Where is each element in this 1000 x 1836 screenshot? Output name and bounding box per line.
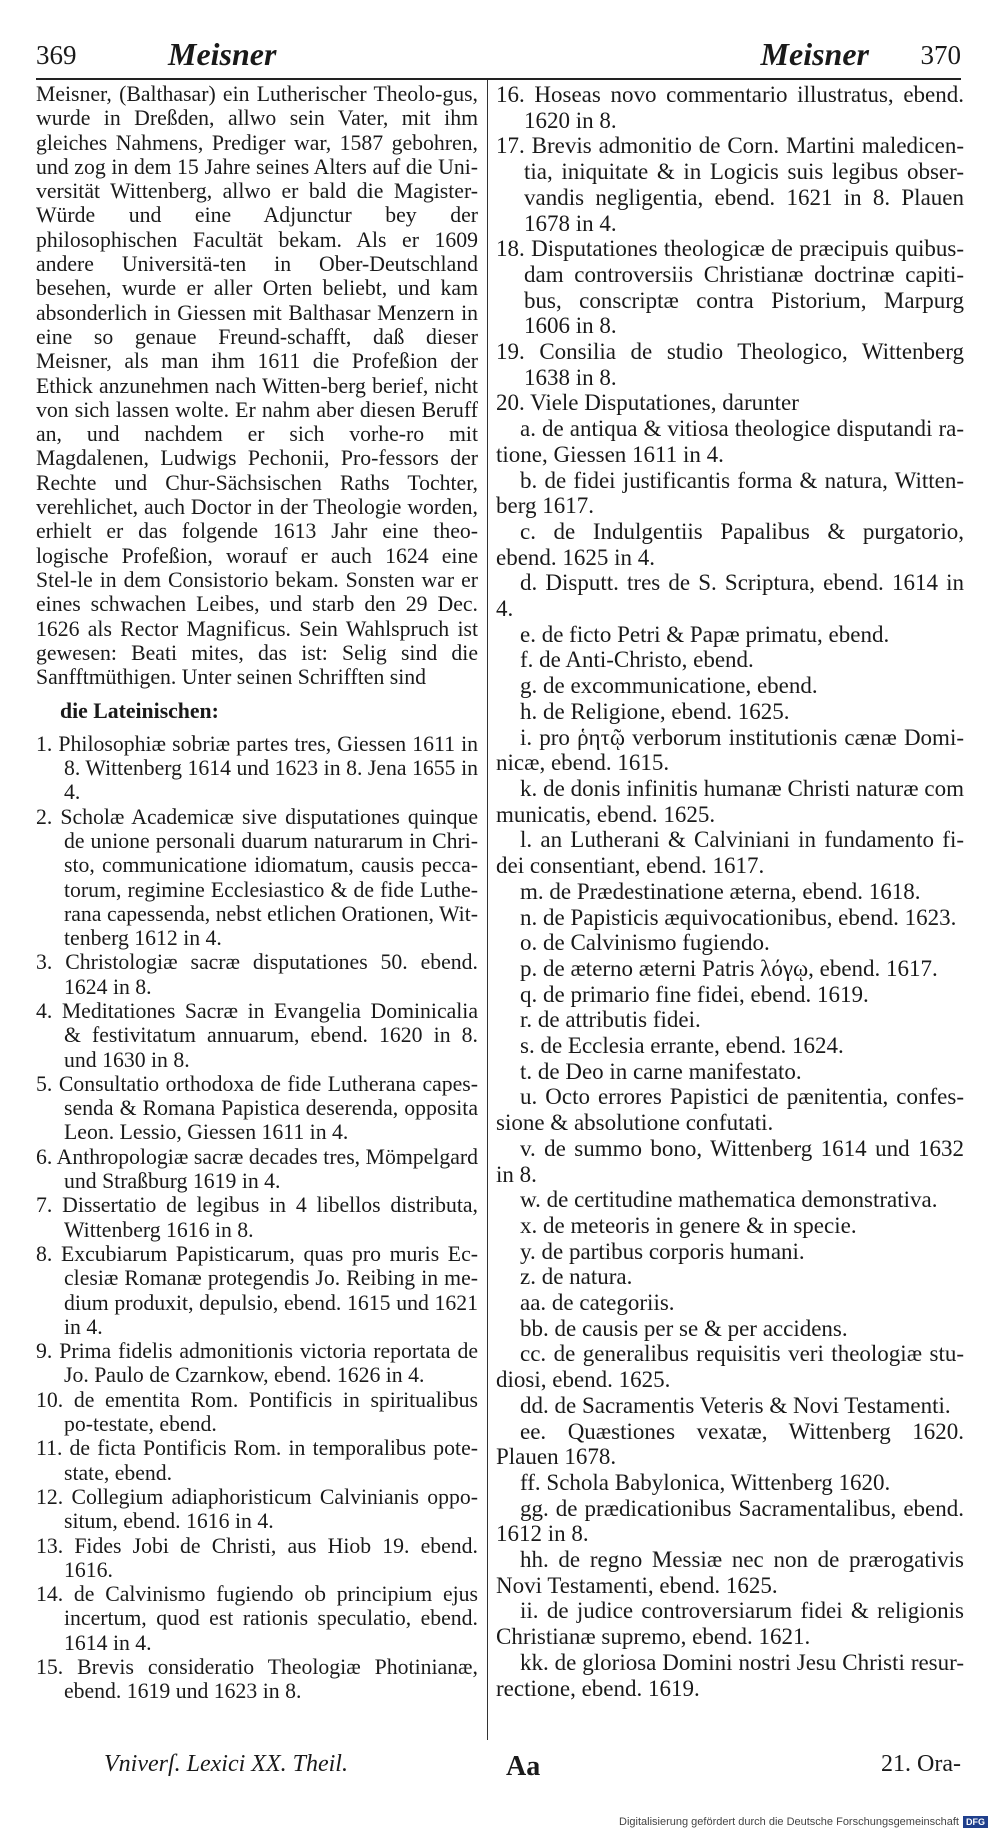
left-column (36, 82, 478, 1704)
disputation-entry: p. de æterno æterni Patris λόγῳ, ebend. 1617. (520, 955, 938, 981)
work-entry: 18. Disputationes theologicæ de præcipuis quibus-dam controversiis Christianæ doctrinæ capiti-bus, conscriptæ contra Pistorium, Marpurg 1606 in 8. (496, 236, 964, 339)
disputation-entry: d. Disputt. tres de S. Scriptura, ebend. 1614 in 4. (496, 570, 964, 622)
disputation-entry: hh. de regno Messiæ nec non de prærogativis Novi Testamenti, ebend. 1625. (496, 1547, 964, 1598)
work-entry: 20. Viele Disputationes, darunter (496, 390, 799, 416)
catchword: 21. Ora- (881, 1751, 961, 1777)
disputation-entry: v. de summo bono, Wittenberg 1614 und 1632 in 8. (496, 1135, 964, 1187)
disputation-entry: u. Octo errores Papistici de pænitentia, confes-sione & absolutione confutati. (496, 1084, 964, 1136)
disputation-entry: dd. de Sacramentis Veteris & Novi Testamenti. (520, 1392, 951, 1418)
disputation-entry: l. an Lutherani & Calviniani in fundamento fi-dei consentiant, ebend. 1617. (496, 827, 964, 879)
disputation-entry: e. de ficto Petri & Papæ primatu, ebend. (520, 621, 890, 647)
header-rule (36, 78, 961, 80)
work-entry: 5. Consultatio orthodoxa de fide Lutherana capes-senda & Romana Papistica deserenda, opposita Leon. Lessio, Giessen 1611 in 4. (36, 1071, 478, 1145)
work-entry: 3. Christologiæ sacræ disputationes 50. ebend. 1624 in 8. (36, 950, 478, 999)
work-entry: 7. Dissertatio de legibus in 4 libellos distributa, Wittenberg 1616 in 8. (36, 1193, 478, 1242)
disputation-entry: r. de attributis fidei. (520, 1007, 701, 1033)
disputation-entry: x. de meteoris in genere & in specie. (520, 1212, 857, 1238)
disputation-entry: w. de certitudine mathematica demonstrativa. (520, 1187, 938, 1213)
credit-text: Digitalisierung gefördert durch die Deutsche Forschungsgemeinschaft (619, 1816, 959, 1828)
right-page-number: 370 (920, 40, 961, 70)
disputation-entry: gg. de prædicationibus Sacramentalibus, ebend. 1612 in 8. (496, 1495, 964, 1547)
right-column (496, 82, 964, 1701)
column-divider (487, 80, 488, 1740)
disputation-entry: ee. Quæstiones vexatæ, Wittenberg 1620. Plauen 1678. (496, 1418, 964, 1470)
disputation-entry: k. de donis infinitis humanæ Christi naturæ com municatis, ebend. 1625. (496, 775, 964, 827)
right-running-head: Meisner (760, 36, 869, 72)
work-entry: 17. Brevis admonitio de Corn. Martini maledicen-tia, iniquitate & in Logicis suis legibus obser-vandis negligentia, ebend. 1621 in 8. Plauen 1678 in 4. (496, 133, 964, 236)
work-entry: 2. Scholæ Academicæ sive disputationes quinque de unione personali duarum naturarum in Chri-sto, communicatione idiomatum, causis pecca-torum, regimine Ecclesiastico & de fide Luthe-rana capessenda, nebst etlichen Orationen, Wit-tenberg 1612 in 4. (36, 804, 478, 951)
work-entry: 11. de ficta Pontificis Rom. in temporalibus pote-state, ebend. (36, 1436, 478, 1485)
disputation-entry: i. pro ῥητῷ verborum institutionis cænæ Domi-nicæ, ebend. 1615. (496, 724, 964, 776)
signature-line: Vniverſ. Lexici XX. Theil. (104, 1751, 348, 1777)
left-running-head: Meisner (168, 36, 277, 72)
disputation-entry: m. de Prædestinatione æterna, ebend. 1618. (520, 878, 921, 904)
disputation-entry: kk. de gloriosa Domini nostri Jesu Christi resur-rectione, ebend. 1619. (496, 1649, 964, 1701)
disputation-entry: y. de partibus corporis humani. (520, 1238, 805, 1264)
work-entry: 4. Meditationes Sacræ in Evangelia Dominicalia & festivitatum annuarum, ebend. 1620 in 8. und 1630 in 8. (36, 998, 478, 1072)
work-entry: 10. de ementita Rom. Pontificis in spiritualibus po-testate, ebend. (36, 1387, 478, 1437)
disputation-entry: z. de natura. (520, 1264, 633, 1290)
disputation-entry: h. de Religione, ebend. 1625. (520, 698, 790, 724)
disputation-entry: t. de Deo in carne manifestato. (520, 1058, 802, 1084)
left-page-number: 369 (36, 40, 77, 70)
disputation-entry: bb. de causis per se & per accidens. (520, 1315, 848, 1341)
digitization-credit (619, 1816, 988, 1828)
disputation-entry: c. de Indulgentiis Papalibus & purgatorio, ebend. 1625 in 4. (496, 518, 964, 570)
work-entry: 13. Fides Jobi de Christi, aus Hiob 19. ebend. 1616. (36, 1533, 478, 1582)
disputation-entry: ii. de judice controversiarum fidei & religionis Christianæ supremo, ebend. 1621. (496, 1598, 964, 1650)
work-entry: 19. Consilia de studio Theologico, Wittenberg 1638 in 8. (496, 339, 964, 390)
work-entry: 9. Prima fidelis admonitionis victoria reportata de Jo. Paulo de Czarnkow, ebend. 1626 in 4. (36, 1339, 478, 1388)
work-entry: 8. Excubiarum Papisticarum, quas pro muris Ec-clesiæ Romanæ protegendis Jo. Reibing in me-dium produxit, depulsio, ebend. 1615 und 1621 in 4. (36, 1241, 478, 1339)
disputation-entry: q. de primario fine fidei, ebend. 1619. (520, 981, 869, 1007)
disputation-entry: n. de Papisticis æquivocationibus, ebend. 1623. (520, 904, 957, 930)
page-header (36, 36, 961, 76)
disputation-entry: ff. Schola Babylonica, Wittenberg 1620. (520, 1469, 891, 1495)
disputation-entry: g. de excommunicatione, ebend. (520, 673, 818, 699)
disputation-entry: o. de Calvinismo fugiendo. (520, 930, 770, 956)
disputation-entry: a. de antiqua & vitiosa theologice disputandi ra-tione, Giessen 1611 in 4. (496, 416, 964, 467)
disputation-entry: cc. de generalibus requisitis veri theologiæ stu-diosi, ebend. 1625. (496, 1341, 964, 1393)
work-entry: 15. Brevis consideratio Theologiæ Photinianæ, ebend. 1619 und 1623 in 8. (36, 1655, 478, 1704)
disputation-entry: f. de Anti-Christo, ebend. (520, 647, 754, 673)
biography-paragraph: Meisner, (Balthasar) ein Lutherischer Theolo-gus, wurde in Dreßden, allwo sein Vater, mit ihm gleiches Nahmens, Prediger war, 1587 gebohren, und zog in dem 15 Jahre seines Alters auf die Uni-versität Wittenberg, allwo er bald die Magister-Würde und eine Adjunctur bey der philosophischen Facultät bekam. Als er 1609 andere Universitä-ten in Ober-Deutschland besehen, wurde er aller Orten beliebt, und kam absonderlich in Giessen mit Balthasar Menzern in eine so genaue Freund-schafft, daß dieser Meisner, als man ihm 1611 die Profeßion der Ethick anzunehmen nach Witten-berg berief, nicht von sich lassen wolte. Er nahm aber diesen Beruff an, und nachdem er sich vorhe-ro mit Magdalenen, Ludwigs Pechonii, Pro-fessors der Rechte und Chur-Sächsischen Raths Tochter, verehlichet, auch Doctor in der Theologie worden, erhielt er das folgende 1613 Jahr eine theo-logische Profeßion, worauf er auch 1624 eine Stel-le in dem Consistorio bekam. Sonsten war er eines schwachen Leibes, und starb den 29 Dec. 1626 als Rector Magnificus. Sein Wahlspruch ist gewesen: Beati mites, das ist: Selig sind die Sanfftmüthigen. Unter seinen Schrifften sind (36, 82, 478, 690)
disputation-entry: b. de fidei justificantis forma & natura, Witten-berg 1617. (496, 467, 964, 519)
quire-mark: Aa (506, 1751, 541, 1782)
work-entry: 12. Collegium adiaphoristicum Calvinianis oppo-situm, ebend. 1616 in 4. (36, 1484, 478, 1534)
dfg-logo-icon: DFG (963, 1816, 988, 1828)
work-entry: 1. Philosophiæ sobriæ partes tres, Giessen 1611 in 8. Wittenberg 1614 und 1623 in 8. Jena 1655 in 4. (36, 731, 478, 805)
work-entry: 16. Hoseas novo commentario illustratus, ebend. 1620 in 8. (496, 82, 964, 133)
disputation-entry: aa. de categoriis. (520, 1290, 675, 1316)
page-footer (36, 1751, 961, 1785)
latin-works-heading: die Lateinischen: (60, 699, 219, 724)
work-entry: 6. Anthropologiæ sacræ decades tres, Mömpelgard und Straßburg 1619 in 4. (36, 1144, 478, 1194)
disputation-entry: s. de Ecclesia errante, ebend. 1624. (520, 1033, 844, 1059)
work-entry: 14. de Calvinismo fugiendo ob principium ejus incertum, quod est rationis speculatio, ebend. 1614 in 4. (36, 1582, 478, 1655)
